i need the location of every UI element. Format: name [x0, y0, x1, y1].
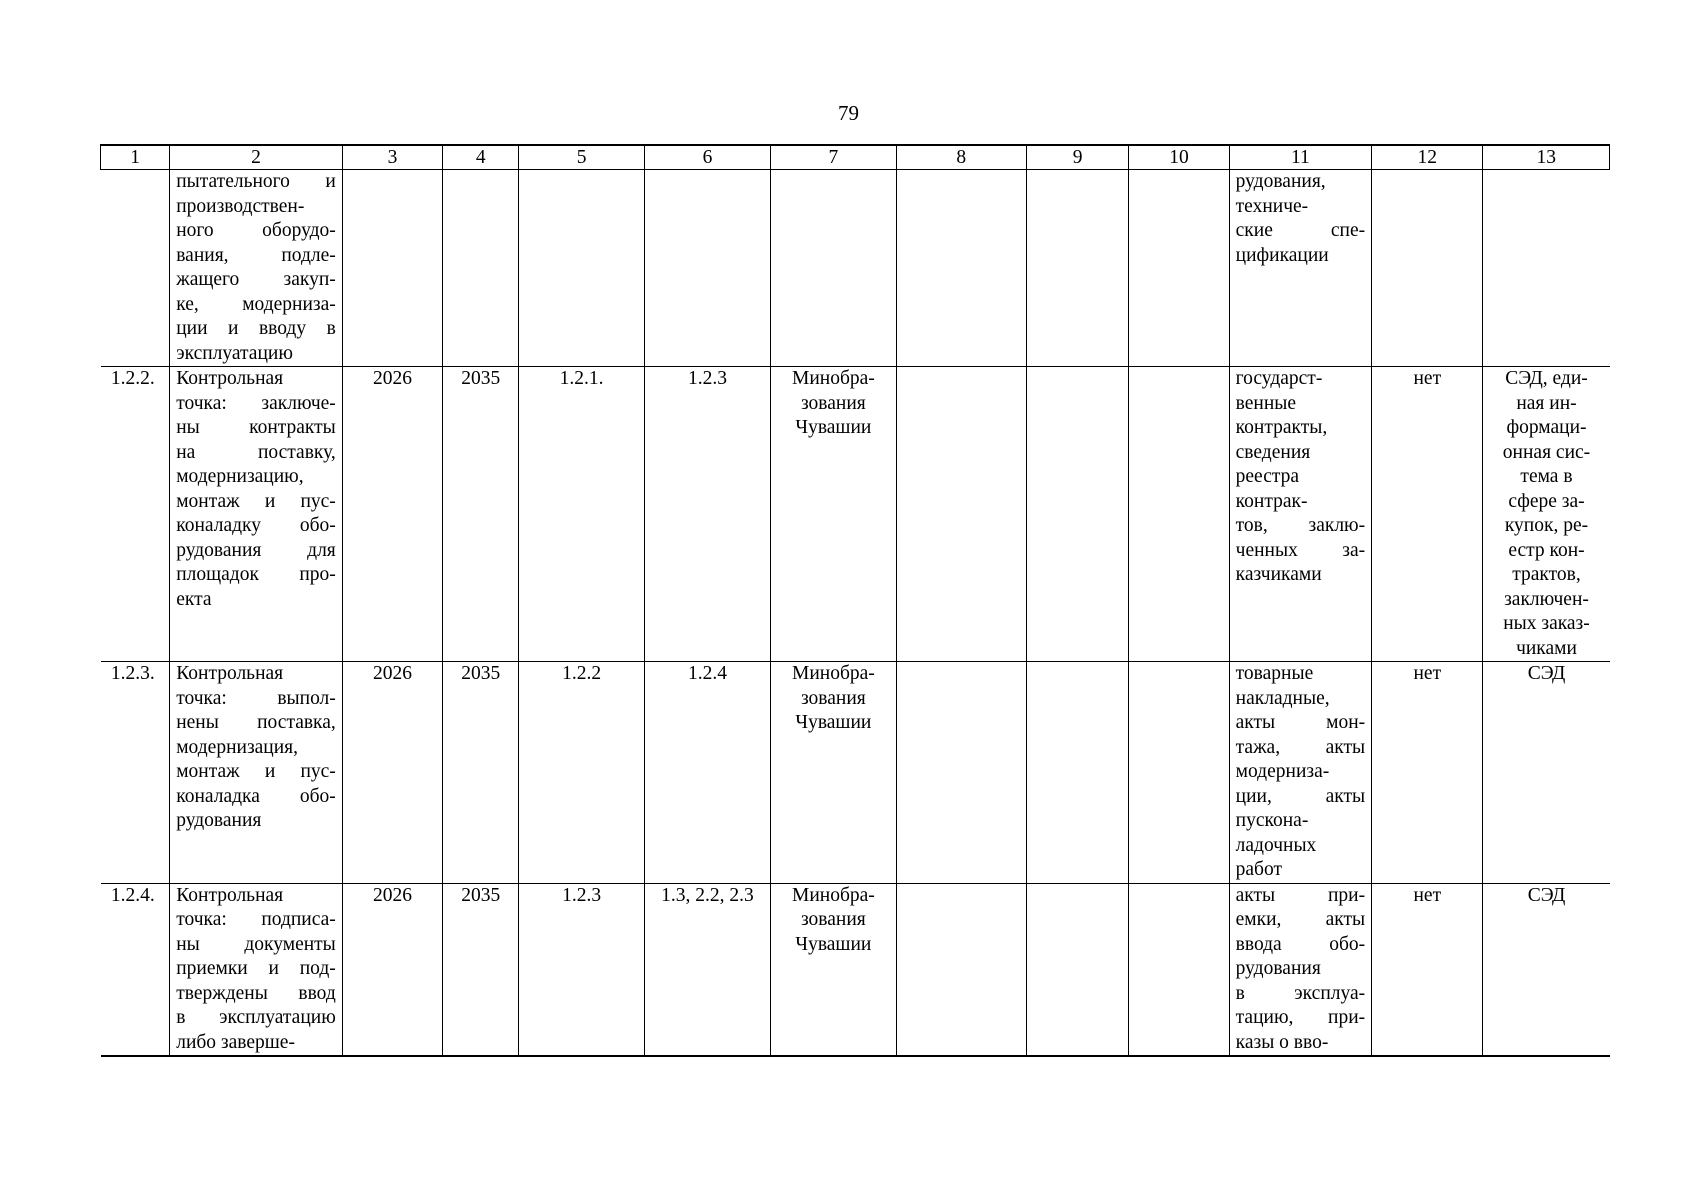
column-header-13: 13: [1483, 145, 1610, 170]
cell-line: ввода обо-: [1235, 933, 1366, 955]
cell-line: казы о вво-: [1235, 1031, 1329, 1053]
cell-line: зования: [800, 909, 866, 930]
cell-col-11: [1229, 170, 1371, 367]
header-row: [101, 145, 1610, 170]
cell-line: чиками: [1516, 637, 1577, 659]
cell-line: в эксплуа-: [1235, 982, 1366, 1004]
cell-line: вания, подле-: [176, 244, 336, 266]
cell-line: точка: подписа-: [176, 909, 336, 930]
cell-col-8: [896, 170, 1026, 367]
column-header-1: 1: [101, 145, 170, 170]
cell-line: тацию, при-: [1235, 1007, 1366, 1028]
cell-col-2: [170, 883, 343, 1056]
cell-col-11: [1229, 367, 1371, 662]
plan-table: [100, 144, 1610, 1057]
cell-col-10: [1129, 883, 1229, 1056]
cell-line: заключен-: [1504, 588, 1589, 610]
cell-line: СЭД, еди-: [1505, 368, 1588, 389]
cell-col-5: 1.2.3: [519, 883, 644, 1056]
cell-line: ченных за-: [1235, 539, 1366, 561]
cell-line: зования: [800, 687, 866, 709]
cell-line: сфере за-: [1508, 490, 1585, 512]
cell-col-12: [1372, 170, 1483, 367]
cell-line: работ: [1235, 859, 1282, 880]
cell-col-9: [1027, 367, 1129, 662]
cell-line: либо заверше-: [176, 1031, 295, 1053]
cell-line: купок, ре-: [1504, 515, 1589, 536]
cell-col-1: 1.2.2.: [101, 367, 170, 662]
cell-line: точка: заключе-: [176, 392, 336, 414]
cell-line: рудования для: [176, 539, 336, 561]
cell-line: монтаж и пус-: [176, 761, 336, 782]
column-header-8: 8: [896, 145, 1026, 170]
cell-col-4: [443, 170, 519, 367]
column-header-10: 10: [1129, 145, 1229, 170]
cell-line: эксплуатацию: [176, 342, 293, 364]
cell-line: накладные,: [1235, 687, 1330, 709]
cell-col-3: 2026: [342, 367, 442, 662]
cell-line: трактов,: [1512, 564, 1581, 585]
cell-col-2: [170, 662, 343, 884]
cell-col-5: 1.2.2: [519, 662, 644, 884]
cell-line: естр кон-: [1508, 539, 1585, 561]
cell-line: сведения: [1235, 441, 1311, 463]
cell-col-6: 1.3, 2.2, 2.3: [644, 883, 770, 1056]
cell-line: техниче-: [1235, 195, 1309, 217]
cell-line: Чувашии: [795, 933, 872, 955]
cell-col-4: 2035: [443, 883, 519, 1056]
cell-line: СЭД: [1527, 663, 1566, 684]
cell-col-4: 2035: [443, 367, 519, 662]
cell-line: точка: выпол-: [176, 687, 336, 709]
cell-col-1: 1.2.4.: [101, 883, 170, 1056]
cell-col-10: [1129, 662, 1229, 884]
column-header-12: 12: [1372, 145, 1483, 170]
page-number: 79: [838, 101, 859, 125]
cell-line: ная ин-: [1516, 392, 1577, 414]
cell-line: ции, акты: [1235, 785, 1366, 807]
cell-line: тов, заклю-: [1235, 515, 1366, 536]
column-header-11: 11: [1229, 145, 1371, 170]
cell-line: нены поставка,: [176, 712, 336, 733]
cell-line: площадок про-: [176, 564, 336, 585]
cell-line: модерниза-: [1235, 761, 1330, 782]
column-header-5: 5: [519, 145, 644, 170]
cell-line: Чувашии: [795, 417, 872, 438]
cell-line: рудования: [176, 810, 262, 831]
cell-col-4: 2035: [443, 662, 519, 884]
cell-col-12: нет: [1372, 662, 1483, 884]
column-header-2: 2: [170, 145, 343, 170]
cell-line: пытательного и: [176, 171, 336, 192]
cell-line: реестра: [1235, 466, 1300, 487]
cell-line: венные: [1235, 392, 1297, 414]
cell-line: рудования,: [1235, 171, 1326, 192]
cell-col-8: [896, 367, 1026, 662]
cell-col-1: 1.2.3.: [101, 662, 170, 884]
cell-col-9: [1027, 662, 1129, 884]
cell-line: рудования: [1235, 958, 1321, 979]
cell-line: ны контракты: [176, 417, 336, 438]
cell-line: ции и вводу в: [176, 318, 336, 339]
table-row: [101, 170, 1610, 367]
cell-col-13: [1483, 170, 1610, 367]
cell-line: Минобра-: [791, 368, 875, 389]
cell-col-2: [170, 367, 343, 662]
cell-line: ного оборудо-: [176, 220, 336, 241]
cell-line: зования: [800, 392, 866, 414]
cell-col-9: [1027, 170, 1129, 367]
cell-col-10: [1129, 367, 1229, 662]
cell-col-7: [771, 883, 896, 1056]
cell-line: модернизацию,: [176, 466, 304, 487]
cell-col-5: 1.2.1.: [519, 367, 644, 662]
cell-col-13: [1483, 883, 1610, 1056]
cell-line: контрак-: [1235, 490, 1308, 512]
table-row: [101, 662, 1610, 884]
cell-col-12: нет: [1372, 367, 1483, 662]
cell-line: ские спе-: [1235, 220, 1366, 241]
cell-col-11: [1229, 883, 1371, 1056]
cell-col-13: [1483, 367, 1610, 662]
cell-col-10: [1129, 170, 1229, 367]
cell-line: цификации: [1235, 244, 1329, 266]
cell-col-1: [101, 170, 170, 367]
cell-col-6: 1.2.4: [644, 662, 770, 884]
cell-line: монтаж и пус-: [176, 490, 336, 512]
cell-line: Контрольная: [176, 368, 284, 389]
cell-line: ладочных: [1235, 834, 1317, 856]
cell-line: коналадка обо-: [176, 785, 336, 807]
table-row: [101, 883, 1610, 1056]
column-header-4: 4: [443, 145, 519, 170]
cell-line: формаци-: [1506, 417, 1587, 438]
cell-line: онная сис-: [1502, 441, 1591, 463]
cell-line: ке, модерниза-: [176, 293, 336, 315]
column-header-6: 6: [644, 145, 770, 170]
cell-col-7: [771, 170, 896, 367]
cell-line: тема в: [1520, 466, 1573, 487]
cell-col-2: [170, 170, 343, 367]
cell-line: СЭД: [1527, 884, 1566, 906]
cell-line: Минобра-: [791, 663, 875, 684]
cell-line: производствен-: [176, 195, 305, 217]
cell-col-7: [771, 367, 896, 662]
cell-line: ных заказ-: [1503, 613, 1590, 634]
cell-line: акты при-: [1235, 884, 1366, 906]
cell-line: на поставку,: [176, 441, 336, 463]
cell-col-11: [1229, 662, 1371, 884]
cell-col-6: 1.2.3: [644, 367, 770, 662]
cell-col-5: [519, 170, 644, 367]
cell-col-12: нет: [1372, 883, 1483, 1056]
cell-line: жащего закуп-: [176, 269, 336, 290]
cell-line: пускона-: [1235, 810, 1309, 831]
column-header-3: 3: [342, 145, 442, 170]
cell-line: контракты,: [1235, 417, 1328, 438]
cell-line: приемки и под-: [176, 958, 336, 979]
cell-line: модернизация,: [176, 736, 299, 758]
cell-line: ны документы: [176, 933, 336, 955]
cell-col-3: [342, 170, 442, 367]
cell-col-7: [771, 662, 896, 884]
cell-col-8: [896, 883, 1026, 1056]
cell-col-13: [1483, 662, 1610, 884]
cell-line: товарные: [1235, 663, 1314, 684]
cell-col-3: 2026: [342, 883, 442, 1056]
column-header-7: 7: [771, 145, 896, 170]
cell-line: екта: [176, 588, 212, 610]
cell-line: государст-: [1235, 368, 1323, 389]
cell-col-6: [644, 170, 770, 367]
cell-line: коналадку обо-: [176, 515, 336, 536]
cell-line: казчиками: [1235, 564, 1322, 585]
cell-col-8: [896, 662, 1026, 884]
cell-line: тажа, акты: [1235, 736, 1366, 758]
cell-line: Минобра-: [791, 884, 875, 906]
cell-line: тверждены ввод: [176, 982, 336, 1004]
cell-line: в эксплуатацию: [176, 1007, 336, 1028]
cell-line: емки, акты: [1235, 909, 1366, 930]
cell-line: Чувашии: [795, 712, 872, 733]
cell-col-3: 2026: [342, 662, 442, 884]
cell-line: акты мон-: [1235, 712, 1366, 733]
cell-col-9: [1027, 883, 1129, 1056]
cell-line: Контрольная: [176, 884, 284, 906]
column-header-9: 9: [1027, 145, 1129, 170]
table-row: [101, 367, 1610, 662]
cell-line: Контрольная: [176, 663, 284, 684]
